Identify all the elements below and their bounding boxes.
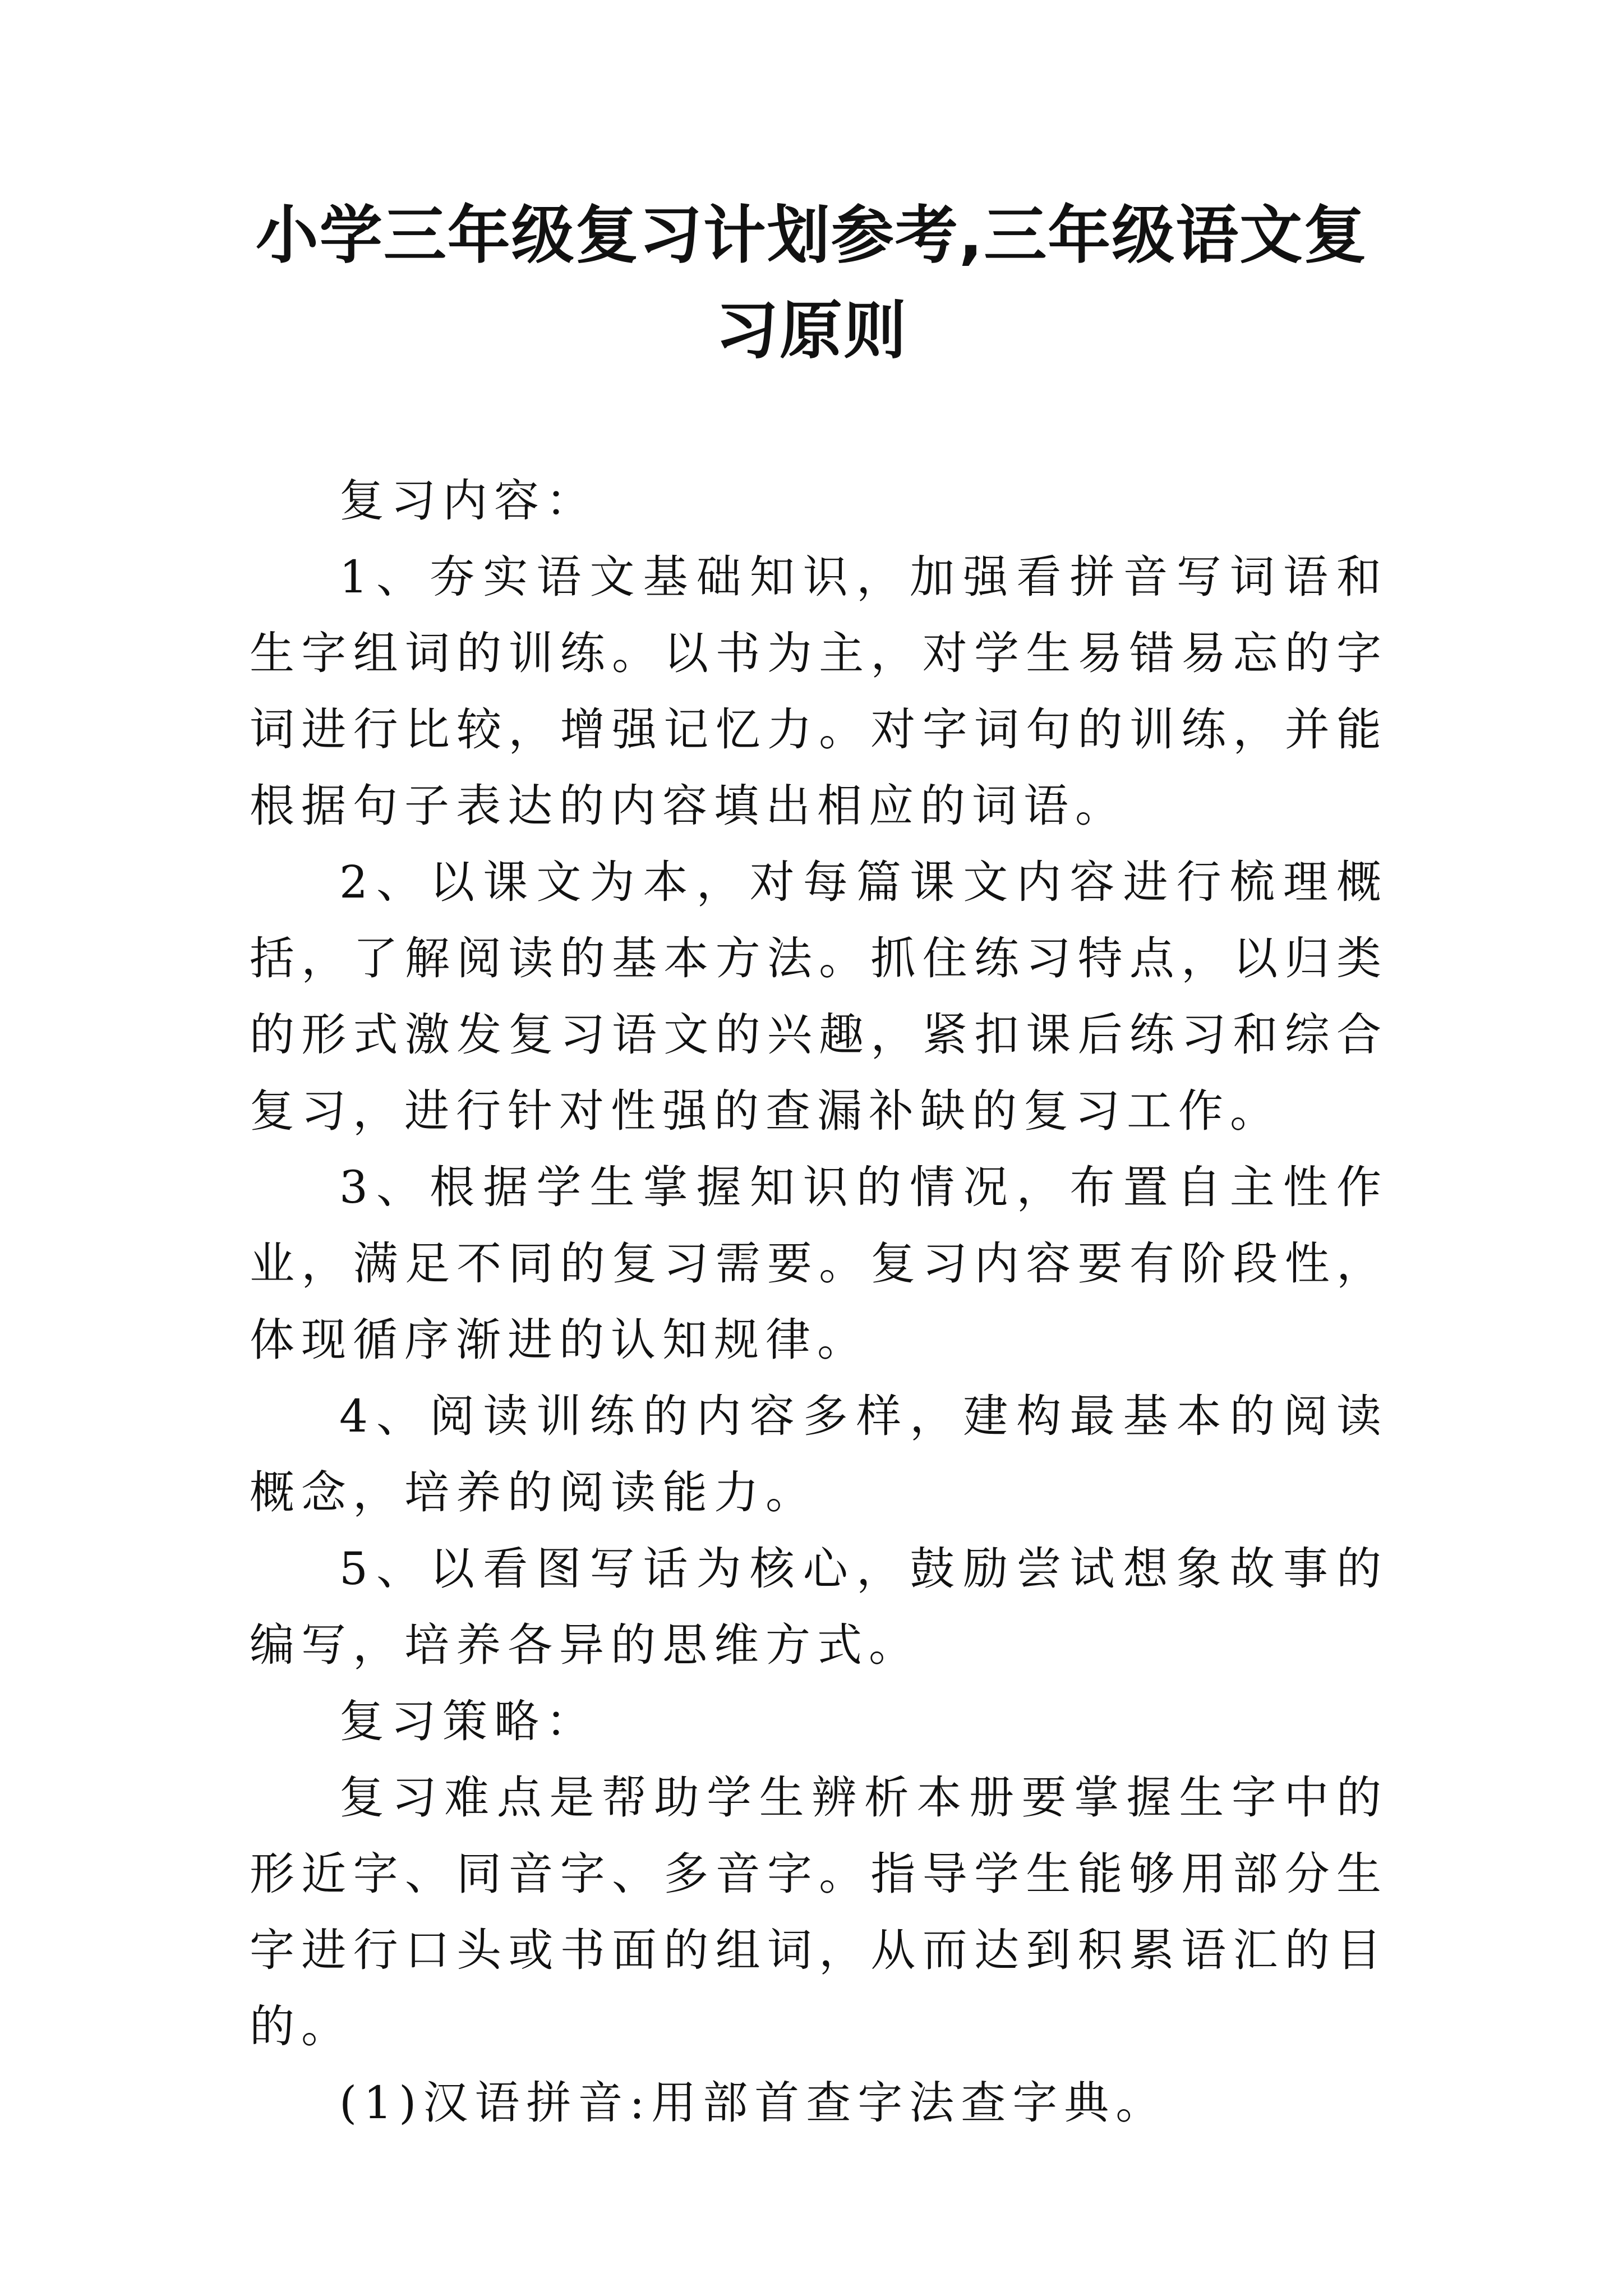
paragraph-review-strategy-heading: 复习策略： — [339, 1695, 597, 1747]
document-body — [250, 463, 1388, 2141]
paragraph-review-difficulty: 复习难点是帮助学生辨析本册要掌握生字中的形近字、同音字、多音字。指导学生能够用部分生字进行口头或书面的组词，从而达到积累语汇的目的。 — [250, 1772, 1388, 2053]
paragraph-item-4: 4、阅读训练的内容多样，建构最基本的阅读概念，培养的阅读能力。 — [250, 1390, 1388, 1519]
paragraph-pinyin-item: (1)汉语拼音:用部首查字法查字典。 — [339, 2077, 1168, 2129]
paragraph-item-3: 3、根据学生掌握知识的情况，布置自主性作业，满足不同的复习需要。复习内容要有阶段性，体现循序渐进的认知规律。 — [250, 1161, 1388, 1366]
document-title: 小学三年级复习计划参考,三年级语文复习原则 — [255, 199, 1368, 367]
paragraph-review-content-heading: 复习内容： — [339, 475, 597, 527]
paragraph-item-5: 5、以看图写话为核心，鼓励尝试想象故事的编写，培养各异的思维方式。 — [250, 1543, 1388, 1671]
paragraph-item-1: 1、夯实语文基础知识，加强看拼音写词语和生字组词的训练。以书为主，对学生易错易忘的字词进行比较，增强记忆力。对字词句的训练，并能根据句子表达的内容填出相应的词语。 — [250, 551, 1388, 832]
paragraph-item-2: 2、以课文为本，对每篇课文内容进行梳理概括，了解阅读的基本方法。抓住练习特点，以归类的形式激发复习语文的兴趣，紧扣课后练习和综合复习，进行针对性强的查漏补缺的复习工作。 — [250, 856, 1388, 1137]
